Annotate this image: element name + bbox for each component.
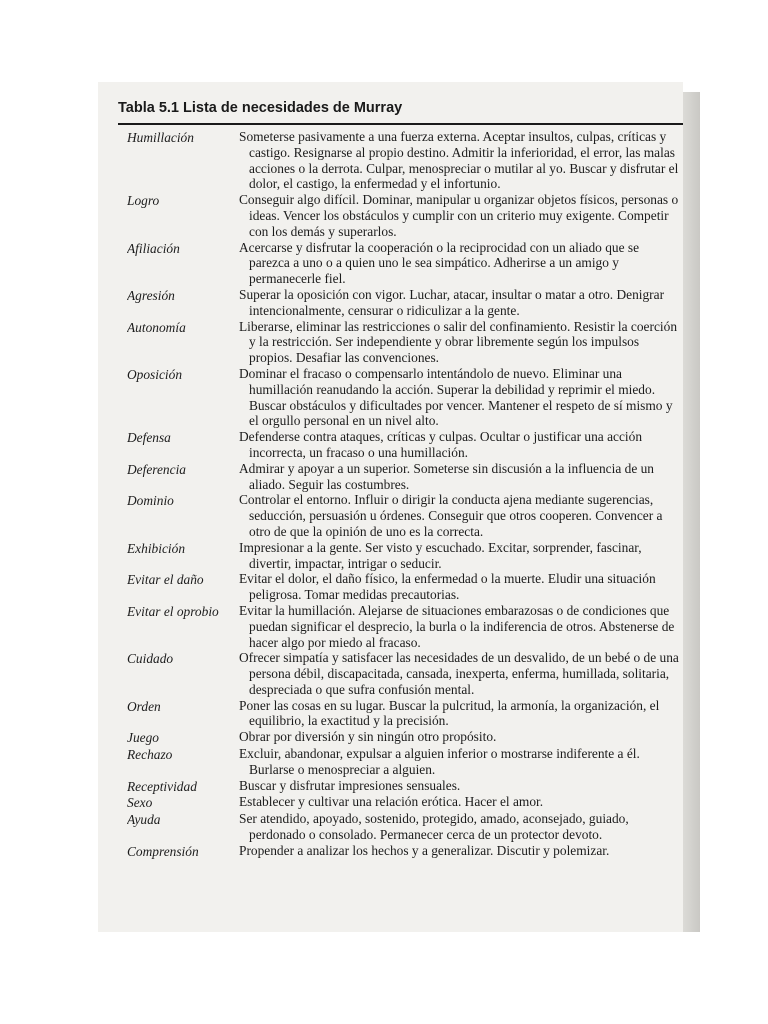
need-description: Acercarse y disfrutar la cooperación o la reciprocidad con un aliado que se parezca a uno o a quien uno le sea simpático. Adherirse a un amigo y permanecerle fiel. — [239, 239, 640, 287]
need-description: Obrar por diversión y sin ningún otro propósito. — [239, 729, 497, 745]
table-row — [127, 319, 683, 366]
need-description: Impresionar a la gente. Ser visto y escuchado. Excitar, sorprender, fascinar, divertir, impactar, intrigar o seducir. — [239, 539, 642, 571]
table-row — [127, 843, 683, 860]
table-row — [127, 366, 683, 429]
need-description: Controlar el entorno. Influir o dirigir la conducta ajena mediante sugerencias, seducción, persuasión u órdenes. Conseguir que otros cooperen. Convencer a otro de que la opinión de uno es la correcta. — [239, 492, 663, 539]
need-term: Humillación — [127, 130, 194, 145]
need-term: Exhibición — [127, 540, 186, 556]
table-row — [127, 287, 683, 319]
table-row — [127, 571, 683, 603]
need-term: Cuidado — [127, 651, 174, 667]
need-description: Conseguir algo difícil. Dominar, manipular u organizar objetos físicos, personas o ideas. Vencer los obstáculos y cumplir con un criterio muy exigente. Competir con los demás y superarlos. — [239, 192, 679, 239]
table-row — [127, 794, 683, 811]
need-description: Liberarse, eliminar las restricciones o salir del confinamiento. Resistir la coerción y la restricción. Ser independiente y obrar libremente según los impulsos propios. Desafiar las convenciones. — [239, 318, 678, 366]
table-row — [127, 492, 683, 539]
need-description: Ofrecer simpatía y satisfacer las necesidades de un desvalido, de un bebé o de una persona débil, discapacitada, cansada, inexperta, enferma, humillada, solitaria, despreciada o que sufra confusión mental. — [239, 650, 679, 697]
needs-table — [127, 129, 683, 932]
need-term: Oposición — [127, 366, 183, 382]
need-description: Excluir, abandonar, expulsar a alguien inferior o mostrarse indiferente a él. Burlarse o menospreciar a alguien. — [239, 746, 640, 777]
need-description: Superar la oposición con vigor. Luchar, atacar, insultar o matar a otro. Denigrar intencionalmente, censurar o ridiculizar a la gente. — [239, 286, 665, 318]
need-term: Juego — [127, 730, 159, 746]
need-description: Propender a analizar los hechos y a generalizar. Discutir y polemizar. — [239, 842, 610, 858]
table-row — [127, 698, 683, 730]
need-term: Autonomía — [127, 319, 186, 335]
table-row — [127, 603, 683, 650]
table-row — [127, 461, 683, 493]
table-row — [127, 429, 683, 461]
need-term: Sexo — [127, 795, 153, 811]
need-term: Receptividad — [127, 778, 197, 794]
need-term: Evitar el oprobio — [127, 603, 219, 619]
table-row — [127, 746, 683, 778]
need-description: Ser atendido, apoyado, sostenido, protegido, amado, aconsejado, guiado, perdonado o consolado. Permanecer cerca de un protector devoto. — [239, 811, 629, 843]
table-row — [127, 240, 683, 287]
need-term: Logro — [127, 193, 160, 209]
need-term: Dominio — [127, 493, 174, 509]
adjacent-page-edge — [683, 92, 700, 932]
need-description: Dominar el fracaso o compensarlo intentándolo de nuevo. Eliminar una humillación reanudando la acción. Superar la debilidad y reprimir el miedo. Buscar obstáculos y dificultades por vencer. Mantener el respeto de sí mismo y el orgullo personal en un nivel alto. — [239, 365, 673, 429]
table-row — [127, 778, 683, 795]
need-description: Evitar la humillación. Alejarse de situaciones embarazosas o de condiciones que puedan significar el desprecio, la burla o la indiferencia de otros. Abstenerse de hacer algo por miedo al fracaso. — [239, 602, 675, 650]
need-description: Defenderse contra ataques, críticas y culpas. Ocultar o justificar una acción incorrecta, un fracaso o una humillación. — [239, 429, 643, 460]
need-term: Comprensión — [127, 843, 199, 859]
need-term: Defensa — [127, 430, 171, 446]
table-row — [127, 650, 683, 697]
need-term: Afiliación — [127, 240, 180, 256]
title-rule — [118, 123, 683, 125]
need-description: Buscar y disfrutar impresiones sensuales. — [239, 777, 461, 793]
table-row — [127, 129, 683, 192]
need-description: Admirar y apoyar a un superior. Someterse sin discusión a la influencia de un aliado. Seguir las costumbres. — [239, 460, 654, 492]
table-title: Tabla 5.1 Lista de necesidades de Murray — [118, 100, 403, 116]
table-row — [127, 729, 683, 746]
table-row — [127, 192, 683, 239]
need-term: Agresión — [127, 287, 175, 303]
need-term: Rechazo — [127, 747, 173, 763]
need-term: Deferencia — [127, 461, 186, 477]
need-term: Orden — [127, 698, 161, 714]
table-row — [127, 811, 683, 843]
need-description: Evitar el dolor, el daño físico, la enfermedad o la muerte. Eludir una situación peligrosa. Tomar medidas precautorias. — [239, 571, 656, 603]
need-term: Evitar el daño — [127, 572, 204, 588]
need-description: Establecer y cultivar una relación erótica. Hacer el amor. — [239, 794, 544, 810]
need-description: Someterse pasivamente a una fuerza externa. Aceptar insultos, culpas, críticas y castigo. Resignarse al propio destino. Admitir la inferioridad, el error, las malas acciones o la derrota. Culpar, menospreciar o mutilar al yo. Buscar y disfrutar el dolor, el castigo, la enfermedad y el infortunio. — [239, 129, 679, 192]
table-row — [127, 540, 683, 572]
need-term: Ayuda — [127, 812, 161, 828]
need-description: Poner las cosas en su lugar. Buscar la pulcritud, la armonía, la organización, el equilibrio, la exactitud y la precisión. — [239, 697, 660, 729]
